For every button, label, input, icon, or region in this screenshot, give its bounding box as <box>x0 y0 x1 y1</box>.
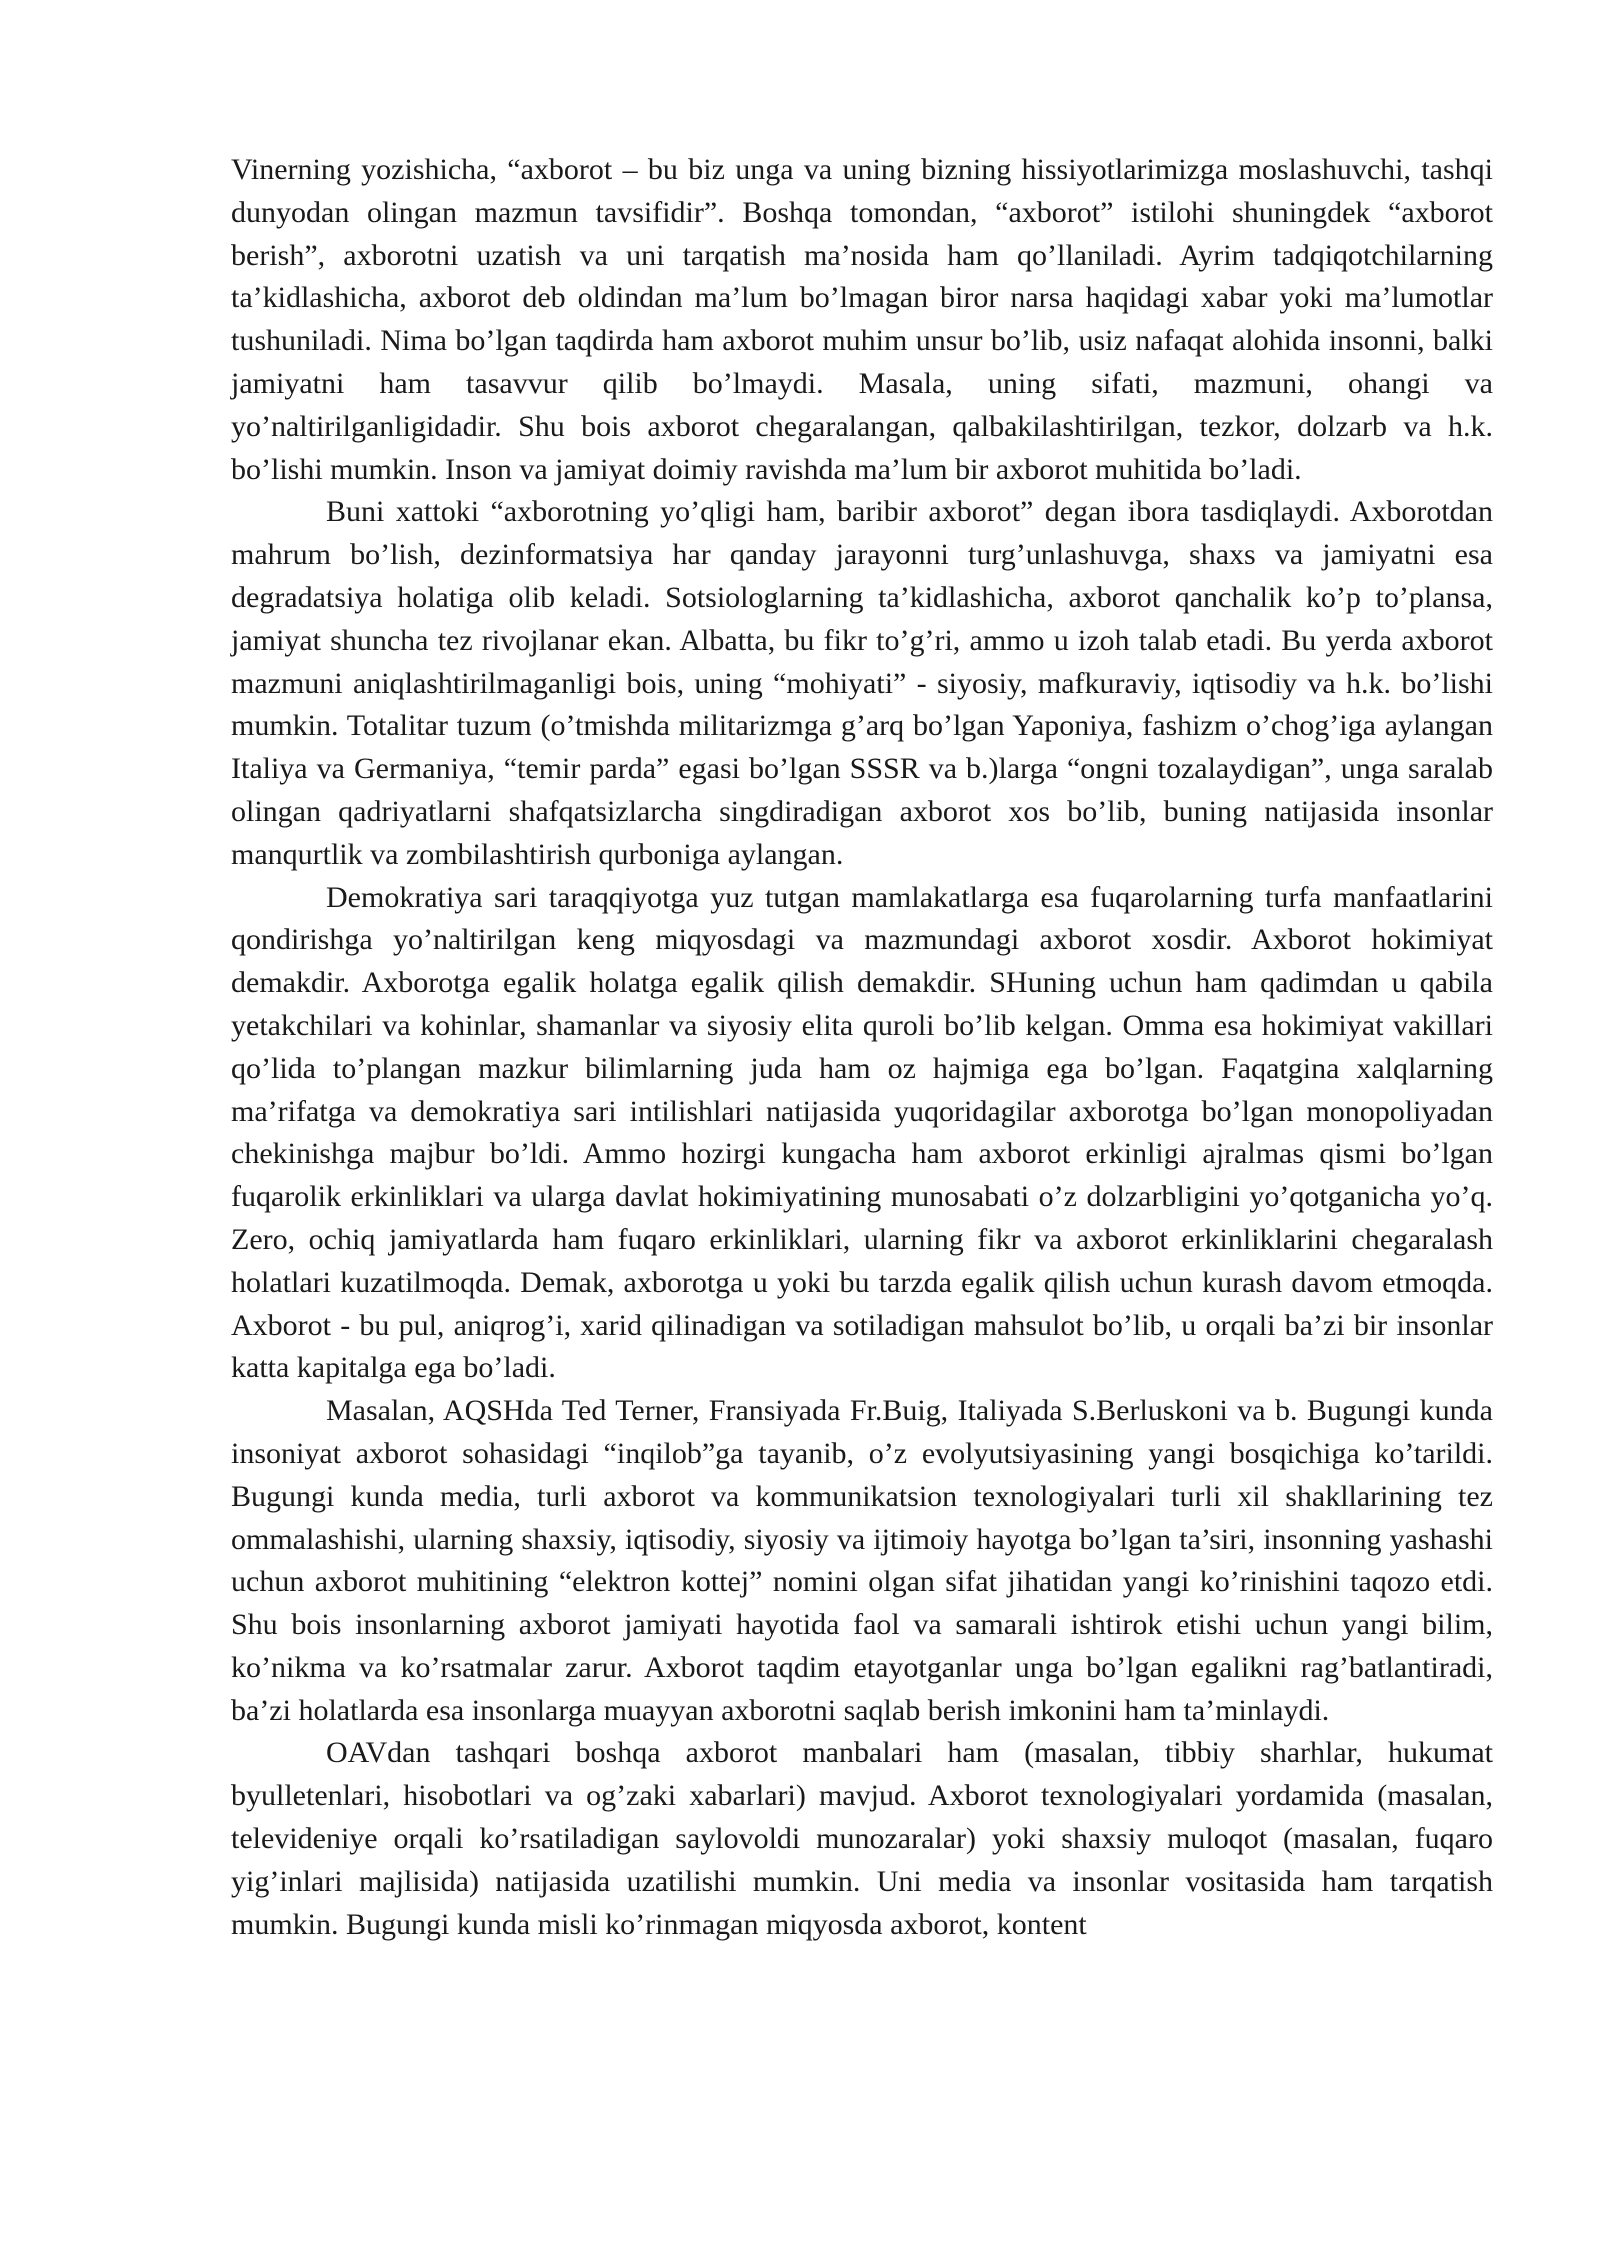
paragraph-1: Vinerning yozishicha, “axborot – bu biz unga va uning bizning hissiyotlarimizga moslashuvchi, tashqi dunyodan olingan mazmun tavsifidir”. Boshqa tomondan, “axborot” istilohi shuningdek “axborot berish”, axborotni uzatish va uni tarqatish ma’nosida ham qo’llaniladi. Ayrim tadqiqotchilarning ta’kidlashicha, axborot deb oldindan ma’lum bo’lmagan biror narsa haqidagi xabar yoki ma’lumotlar tushuniladi. Nima bo’lgan taqdirda ham axborot muhim unsur bo’lib, usiz nafaqat alohida insonni, balki jamiyatni ham tasavvur qilib bo’lmaydi. Masala, uning sifati, mazmuni, ohangi va yo’naltirilganligidadir. Shu bois axborot chegaralangan, qalbakilashtirilgan, tezkor, dolzarb va h.k. bo’lishi mumkin. Inson va jamiyat doimiy ravishda ma’lum bir axborot muhitida bo’ladi. <box>231 153 1493 486</box>
paragraph-4: Masalan, AQSHda Ted Terner, Fransiyada Fr.Buig, Italiyada S.Berluskoni va b. Bugungi kunda insoniyat axborot sohasidagi “inqilob”ga tayanib, o’z evolyutsiyasining yangi bosqichiga ko’tarildi. Bugungi kunda media, turli axborot va kommunikatsion texnologiyalari turli xil shakllarining tez ommalashishi, ularning shaxsiy, iqtisodiy, siyosiy va ijtimoiy hayotga bo’lgan ta’siri, insonning yashashi uchun axborot muhitining “elektron kottej” nomini olgan sifat jihatidan yangi ko’rinishini taqozo etdi. Shu bois insonlarning axborot jamiyati hayotida faol va samarali ishtirok etishi uchun yangi bilim, ko’nikma va ko’rsatmalar zarur. Axborot taqdim etayotganlar unga bo’lgan egalikni rag’batlantiradi, ba’zi holatlarda esa insonlarga muayyan axborotni saqlab berish imkonini ham ta’minlaydi. <box>231 1394 1493 1727</box>
document-page <box>231 149 1493 1946</box>
paragraph-2: Buni xattoki “axborotning yo’qligi ham, baribir axborot” degan ibora tasdiqlaydi. Axborotdan mahrum bo’lish, dezinformatsiya har qanday jarayonni turg’unlashuvga, shaxs va jamiyatni esa degradatsiya holatiga olib keladi. Sotsiologlarning ta’kidlashicha, axborot qanchalik ko’p to’plansa, jamiyat shuncha tez rivojlanar ekan. Albatta, bu fikr to’g’ri, ammo u izoh talab etadi. Bu yerda axborot mazmuni aniqlashtirilmaganligi bois, uning “mohiyati” - siyosiy, mafkuraviy, iqtisodiy va h.k. bo’lishi mumkin. Totalitar tuzum (o’tmishda militarizmga g’arq bo’lgan Yaponiya, fashizm o’chog’iga aylangan Italiya va Germaniya, “temir parda” egasi bo’lgan SSSR va b.)larga “ongni tozalaydigan”, unga saralab olingan qadriyatlarni shafqatsizlarcha singdiradigan axborot xos bo’lib, buning natijasida insonlar manqurtlik va zombilashtirish qurboniga aylangan. <box>231 495 1493 871</box>
paragraph-3: Demokratiya sari taraqqiyotga yuz tutgan mamlakatlarga esa fuqarolarning turfa manfaatlarini qondirishga yo’naltirilgan keng miqyosdagi va mazmundagi axborot xosdir. Axborot hokimiyat demakdir. Axborotga egalik holatga egalik qilish demakdir. SHuning uchun ham qadimdan u qabila yetakchilari va kohinlar, shamanlar va siyosiy elita quroli bo’lib kelgan. Omma esa hokimiyat vakillari qo’lida to’plangan mazkur bilimlarning juda ham oz hajmiga ega bo’lgan. Faqatgina xalqlarning ma’rifatga va demokratiya sari intilishlari natijasida yuqoridagilar axborotga bo’lgan monopoliyadan chekinishga majbur bo’ldi. Ammo hozirgi kungacha ham axborot erkinligi ajralmas qismi bo’lgan fuqarolik erkinliklari va ularga davlat hokimiyatining munosabati o’z dolzarbligini yo’qotganicha yo’q. Zero, ochiq jamiyatlarda ham fuqaro erkinliklari, ularning fikr va axborot erkinliklarini chegaralash holatlari kuzatilmoqda. Demak, axborotga u yoki bu tarzda egalik qilish uchun kurash davom etmoqda. Axborot - bu pul, aniqrog’i, xarid qilinadigan va sotiladigan mahsulot bo’lib, u orqali ba’zi bir insonlar katta kapitalga ega bo’ladi. <box>231 880 1493 1385</box>
paragraph-5: OAVdan tashqari boshqa axborot manbalari ham (masalan, tibbiy sharhlar, hukumat byulletenlari, hisobotlari va og’zaki xabarlari) mavjud. Axborot texnologiyalari yordamida (masalan, televideniye orqali ko’rsatiladigan saylovoldi munozaralar) yoki shaxsiy muloqot (masalan, fuqaro yig’inlari majlisida) natijasida uzatilishi mumkin. Uni media va insonlar vositasida ham tarqatish mumkin. Bugungi kunda misli ko’rinmagan miqyosda axborot, kontent <box>231 1736 1493 1941</box>
